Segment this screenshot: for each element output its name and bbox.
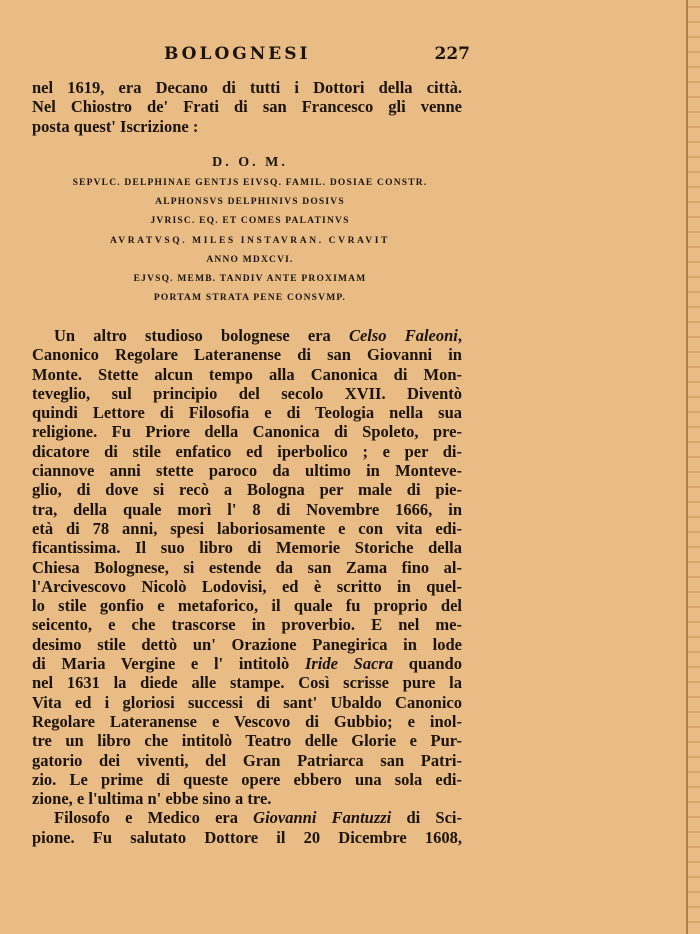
text-line: Monte. Stette alcun tempo alla Canonica di Mon-: [32, 364, 462, 384]
text-line: gatorio dei viventi, del Gran Patriarca san Patri-: [32, 750, 462, 770]
text-line: nel 1631 la diede alle stampe. Così scrisse pure la: [32, 673, 462, 693]
inscription-line: AVRATVSQ. MILES INSTAVRAN. CVRAVIT: [110, 235, 390, 246]
text-line: [32, 808, 462, 827]
text-line: dicatore di stile enfatico ed iperbolico ; e per di-: [32, 441, 462, 461]
text-line: desimo stile dettò un' Orazione Panegirica in lode: [32, 634, 462, 654]
text-line: Vita ed i gloriosi successi di sant' Ubaldo Canonico: [32, 692, 462, 712]
text-line: [32, 326, 462, 345]
running-title: BOLOGNESI: [164, 44, 311, 64]
text-line: lo stile gonfio e metaforico, il quale fu proprio del: [32, 596, 462, 616]
text-line: posta quest' Iscrizione :: [32, 116, 199, 136]
text-line: [32, 654, 462, 673]
page-edge: [686, 0, 700, 934]
text-run: di Sci-: [391, 808, 463, 828]
inscription-line: ANNO MDXCVI.: [206, 254, 294, 265]
text-line: Chiesa Bolognese, si estende da san Zama fino al-: [32, 557, 462, 577]
text-line: tra, della quale morì l' 8 di Novembre 1666, in: [32, 499, 462, 519]
text-line: glio, di dove si recò a Bologna per male di pie-: [32, 480, 462, 500]
text-line: ficantissima. Il suo libro di Memorie Storiche della: [32, 538, 462, 558]
inscription-line: PORTAM STRATA PENE CONSVMP.: [153, 293, 347, 304]
text-line: quindi Lettore di Filosofia e di Teologia nella sua: [32, 403, 462, 423]
text-run: di Maria Vergine e l' intitolò: [32, 654, 305, 674]
text-line: teveglio, sul principio del secolo XVII. Diventò: [32, 383, 462, 403]
inscription-line: JVRISC. EQ. ET COMES PALATINVS: [150, 216, 350, 227]
inscription-line: EJVSQ. MEMB. TANDIV ANTE PROXIMAM: [133, 273, 367, 284]
text-run: ,: [457, 326, 463, 345]
text-line: età di 78 anni, spesi laboriosamente e con vita edi-: [32, 518, 462, 538]
text-line: Regolare Lateranense e Vescovo di Gubbio; e inol-: [32, 711, 462, 731]
body-text: [32, 326, 462, 847]
text-line: zio. Le prime di queste opere ebbero una sola edi-: [32, 769, 462, 789]
page-number: 227: [434, 44, 470, 64]
text-line: nel 1619, era Decano di tutti i Dottori della città.: [32, 78, 462, 97]
person-name: Celso Faleoni: [348, 326, 458, 345]
text-run: Filosofo e Medico era: [54, 808, 254, 828]
text-line: seicento, e che trascorse in proverbio. E nel me-: [32, 615, 462, 635]
inscription-line: SEPVLC. DELPHINAE GENTJS EIVSQ. FAMIL. DOSIAE CONSTR.: [72, 178, 428, 188]
running-head: [160, 44, 470, 66]
text-line: l'Arcivescovo Nicolò Lodovisi, ed è scritto in quel-: [32, 576, 462, 596]
text-run: quando: [393, 654, 462, 674]
intro-text: [32, 78, 462, 136]
text-line: zione, e l'ultima n' ebbe sino a tre.: [32, 789, 272, 809]
text-line: pione. Fu salutato Dottore il 20 Dicembre 1608,: [32, 827, 462, 847]
inscription-heading: D. O. M.: [212, 155, 288, 170]
text-line: Nel Chiostro de' Frati di san Francesco gli venne: [32, 97, 462, 117]
text-line: tre un libro che intitolò Teatro delle Glorie e Pur-: [32, 731, 462, 751]
person-name: Giovanni Fantuzzi: [253, 808, 392, 828]
inscription: [30, 152, 470, 308]
text-run: Un altro studioso bolognese era: [54, 326, 349, 345]
text-line: Canonico Regolare Lateranense di san Giovanni in: [32, 345, 462, 365]
work-title: Iride Sacra: [304, 654, 394, 674]
text-line: ciannove anni stette paroco da ultimo in Monteve-: [32, 461, 462, 481]
inscription-line: ALPHONSVS DELPHINIVS DOSIVS: [155, 197, 345, 208]
text-line: religione. Fu Priore della Canonica di Spoleto, pre-: [32, 422, 462, 442]
